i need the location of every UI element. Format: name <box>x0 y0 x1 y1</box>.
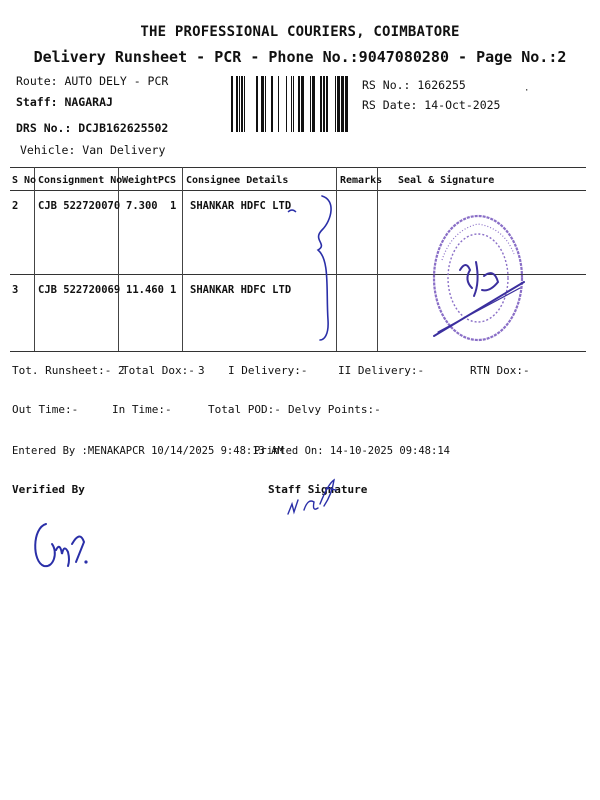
route-label: Route: AUTO DELY - PCR <box>16 74 169 88</box>
staff-label: Staff: NAGARAJ <box>16 95 113 109</box>
entered-by: Entered By :MENAKAPCR 10/14/2025 9:48:13 AM <box>12 445 284 457</box>
staff-handwritten-signature <box>282 474 352 524</box>
vehicle-label: Vehicle: Van Delivery <box>20 143 166 157</box>
delvy-points: Delvy Points:- <box>288 403 381 416</box>
i-delivery: I Delivery:- <box>228 364 308 377</box>
row2-consignee: SHANKAR HDFC LTD <box>190 284 292 296</box>
ii-delivery: II Delivery:- <box>338 364 425 377</box>
rtn-dox: RTN Dox:- <box>470 364 530 377</box>
rs-number: RS No.: 1626255 <box>362 78 466 92</box>
seal-stamp <box>420 200 540 360</box>
col-divider <box>377 167 378 351</box>
col-header-consignee: Consignee Details <box>186 175 289 186</box>
handwritten-brace <box>282 190 342 350</box>
row1-sno: 2 <box>12 200 19 212</box>
row1-weight: 7.300 <box>126 200 158 212</box>
drs-number: DRS No.: DCJB162625502 <box>16 121 169 135</box>
col-header-weight: Weight <box>122 175 159 186</box>
verified-by-label: Verified By <box>12 483 85 496</box>
rs-date: RS Date: 14-Oct-2025 <box>362 98 501 112</box>
staff-signature-label: Staff Signature <box>268 483 368 496</box>
row2-weight: 11.460 <box>126 284 164 296</box>
col-header-pcs: PCS <box>158 175 177 186</box>
total-pod: Total POD:- <box>208 403 281 416</box>
row2-consignment: CJB 522720069 <box>38 284 121 296</box>
row1-consignee: SHANKAR HDFC LTD <box>190 200 292 212</box>
total-runsheet: Tot. Runsheet:- 2 <box>12 364 125 377</box>
row1-pcs: 1 <box>170 200 177 212</box>
table-top-border <box>10 167 586 168</box>
printed-on: Printed On: 14-10-2025 09:48:14 <box>254 445 450 457</box>
col-divider <box>34 167 35 351</box>
verifier-handwritten-initials <box>28 516 98 576</box>
total-dox-value: 3 <box>198 364 205 377</box>
col-header-remarks: Remarks <box>340 175 383 186</box>
col-divider <box>118 167 119 351</box>
barcode-image <box>230 76 354 132</box>
company-title: THE PROFESSIONAL COURIERS, COIMBATORE <box>140 24 460 40</box>
in-time: In Time:- <box>112 403 172 416</box>
row1-consignment: CJB 522720070 <box>38 200 121 212</box>
total-dox-label: Total Dox:- <box>122 364 195 377</box>
col-header-sno: S No <box>12 175 37 186</box>
col-header-signature: Seal & Signature <box>398 175 495 186</box>
col-header-consignment: Consignment No <box>38 175 123 186</box>
row2-pcs: 1 <box>170 284 177 296</box>
dot-mark: · <box>524 86 530 96</box>
runsheet-title: Delivery Runsheet - PCR - Phone No.:9047080280 - Page No.:2 <box>33 48 567 66</box>
col-divider <box>182 167 183 351</box>
out-time: Out Time:- <box>12 403 79 416</box>
row2-sno: 3 <box>12 284 19 296</box>
